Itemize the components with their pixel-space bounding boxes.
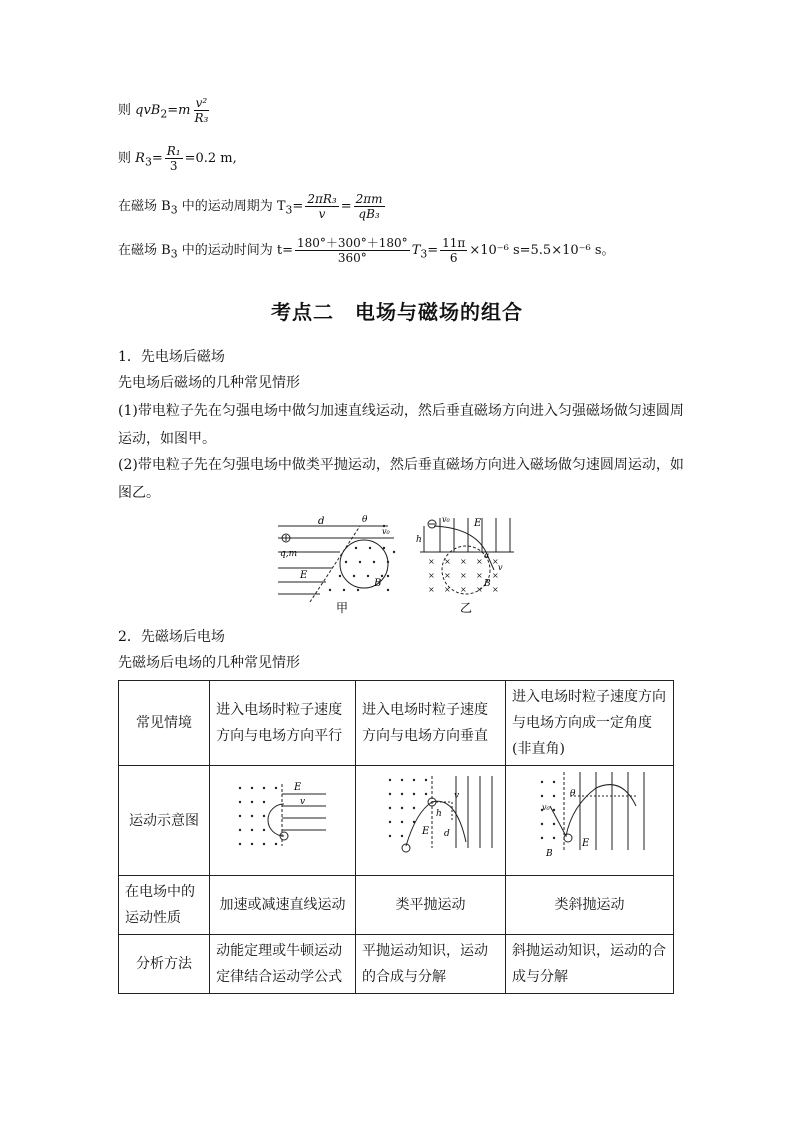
- svg-text:×: ×: [460, 557, 467, 566]
- label-E: E: [300, 570, 308, 581]
- row-label: 分析方法: [119, 935, 210, 994]
- svg-text:×: ×: [444, 557, 451, 566]
- table-cell: 进入电场时粒子速度方向与电场方向成一定角度(非直角): [506, 681, 674, 766]
- label-d: d: [444, 829, 450, 839]
- fraction: $\frac{\text{v²}}{\text{R₃}}$: [194, 96, 209, 125]
- diagram-angled: [506, 766, 672, 866]
- figure-jia: [270, 512, 400, 616]
- section-title: 考点二 电场与磁场的组合: [271, 300, 523, 324]
- label-B: B: [546, 849, 553, 859]
- row-label: 运动示意图: [119, 766, 210, 876]
- svg-text:×: ×: [476, 571, 483, 580]
- figure-caption: 甲: [336, 601, 349, 615]
- fraction: $\frac{\text{2πR₃}}{v}$: [307, 192, 337, 221]
- table-cell: 斜抛运动知识，运动的合成与分解: [506, 935, 674, 994]
- part2-heading: 2．先磁场后电场: [118, 629, 225, 645]
- svg-text:×: ×: [492, 557, 499, 566]
- svg-text:×: ×: [444, 585, 451, 594]
- table-row: [119, 766, 674, 876]
- label-v: v: [454, 791, 460, 801]
- part1-subheading: 先电场后磁场的几种常见情形: [118, 375, 300, 391]
- label-B: B: [374, 578, 382, 589]
- table-cell: [356, 766, 506, 876]
- figure-caption: 乙: [460, 601, 473, 615]
- part1-item2-line2: 图乙。: [118, 485, 160, 501]
- row-label: 在电场中的运动性质: [119, 876, 210, 935]
- charge-symbol: [564, 834, 572, 842]
- table-cell: 平抛运动知识，运动的合成与分解: [356, 935, 506, 994]
- figure-yi: [414, 512, 518, 616]
- formula-1: 则 qvB$_2$=m $\frac{\text{v²}}{\text{R₃}}$: [118, 96, 209, 125]
- label-v: v: [498, 563, 503, 572]
- svg-text:×: ×: [428, 571, 435, 580]
- svg-text:×: ×: [460, 585, 467, 594]
- comparison-table: [118, 680, 674, 994]
- label-E: E: [582, 838, 590, 849]
- trajectory-path: [550, 785, 636, 836]
- table-cell: 加速或减速直线运动: [210, 876, 356, 935]
- label-E: E: [422, 826, 430, 837]
- fraction: $\frac{\text{R₁}}{3}$: [166, 144, 181, 173]
- formula-3: 在磁场 $B_3$ 中的运动周期为 $T_3=$ $\frac{\text{2πR₃}}{v}$ = $\frac{2\pi m}{\text{qB₃}}$: [118, 192, 383, 221]
- label-v0: v₀: [382, 527, 390, 536]
- svg-text:×: ×: [476, 557, 483, 566]
- part1-item2-line1: (2)带电粒子先在匀强电场中做类平抛运动，然后垂直磁场方向进入磁场做匀速圆周运动，如: [118, 457, 684, 473]
- row-label: 常见情境: [119, 681, 210, 766]
- fraction: $\frac{180^\circ+300^\circ+180^\circ}{360^\circ}$: [296, 236, 408, 265]
- label-h: h: [416, 535, 422, 545]
- table-row: [119, 935, 674, 994]
- part2-subheading: 先磁场后电场的几种常见情形: [118, 655, 300, 671]
- diagram-perpendicular: [356, 766, 504, 866]
- table-cell: 动能定理或牛顿运动定律结合运动学公式: [210, 935, 356, 994]
- label-v0: v₀: [442, 515, 450, 524]
- label-h: h: [436, 809, 442, 819]
- fraction: $\frac{2\pi m}{\text{qB₃}}$: [355, 192, 383, 221]
- part1-heading: 1．先电场后磁场: [118, 349, 225, 365]
- svg-text:×: ×: [460, 571, 467, 580]
- fraction: $\frac{11\pi}{6}$: [442, 236, 466, 265]
- table-cell: [210, 766, 356, 876]
- svg-text:×: ×: [492, 571, 499, 580]
- label-E: E: [474, 518, 482, 529]
- svg-text:×: ×: [492, 585, 499, 594]
- diagram-parallel: [210, 766, 350, 866]
- label-v: v: [300, 797, 306, 807]
- svg-text:×: ×: [444, 571, 451, 580]
- table-row: [119, 876, 674, 935]
- label-alpha: α: [484, 551, 490, 560]
- label-B: B: [484, 579, 491, 589]
- label-theta: θ: [362, 515, 368, 525]
- magnetic-field-dots: [239, 787, 277, 845]
- svg-text:×: ×: [476, 585, 483, 594]
- table-cell: 进入电场时粒子速度方向与电场方向垂直: [356, 681, 506, 766]
- label-theta: θ: [570, 789, 576, 799]
- table-cell: 进入电场时粒子速度方向与电场方向平行: [210, 681, 356, 766]
- table-cell: [506, 766, 674, 876]
- table-row: [119, 681, 674, 766]
- formula-4: 在磁场 $B_3$ 中的运动时间为 t= $\frac{180^\circ+300^\circ+180^\circ}{360^\circ}$ $T_3=$ $\frac{11\pi}{6}$ ×10⁻⁶ s=5.5×10⁻⁶ s。: [118, 236, 615, 265]
- table-cell: 类平抛运动: [356, 876, 506, 935]
- label-d: d: [318, 516, 325, 527]
- part1-item1-line2: 运动，如图甲。: [118, 431, 216, 447]
- boundary-line: [310, 526, 360, 602]
- part1-item1-line1: (1)带电粒子先在匀强电场中做匀加速直线运动，然后垂直磁场方向进入匀强磁场做匀速圆周: [118, 403, 684, 419]
- label-v0: v₀: [542, 803, 550, 812]
- table-cell: 类斜抛运动: [506, 876, 674, 935]
- label-qm: q,m: [280, 549, 298, 559]
- label-E: E: [294, 782, 302, 793]
- parabola-path: [434, 526, 486, 552]
- formula-2: 则 $R_3=$ $\frac{\text{R₁}}{3}$ =0.2 m,: [118, 144, 237, 173]
- svg-text:×: ×: [428, 585, 435, 594]
- svg-text:×: ×: [428, 557, 435, 566]
